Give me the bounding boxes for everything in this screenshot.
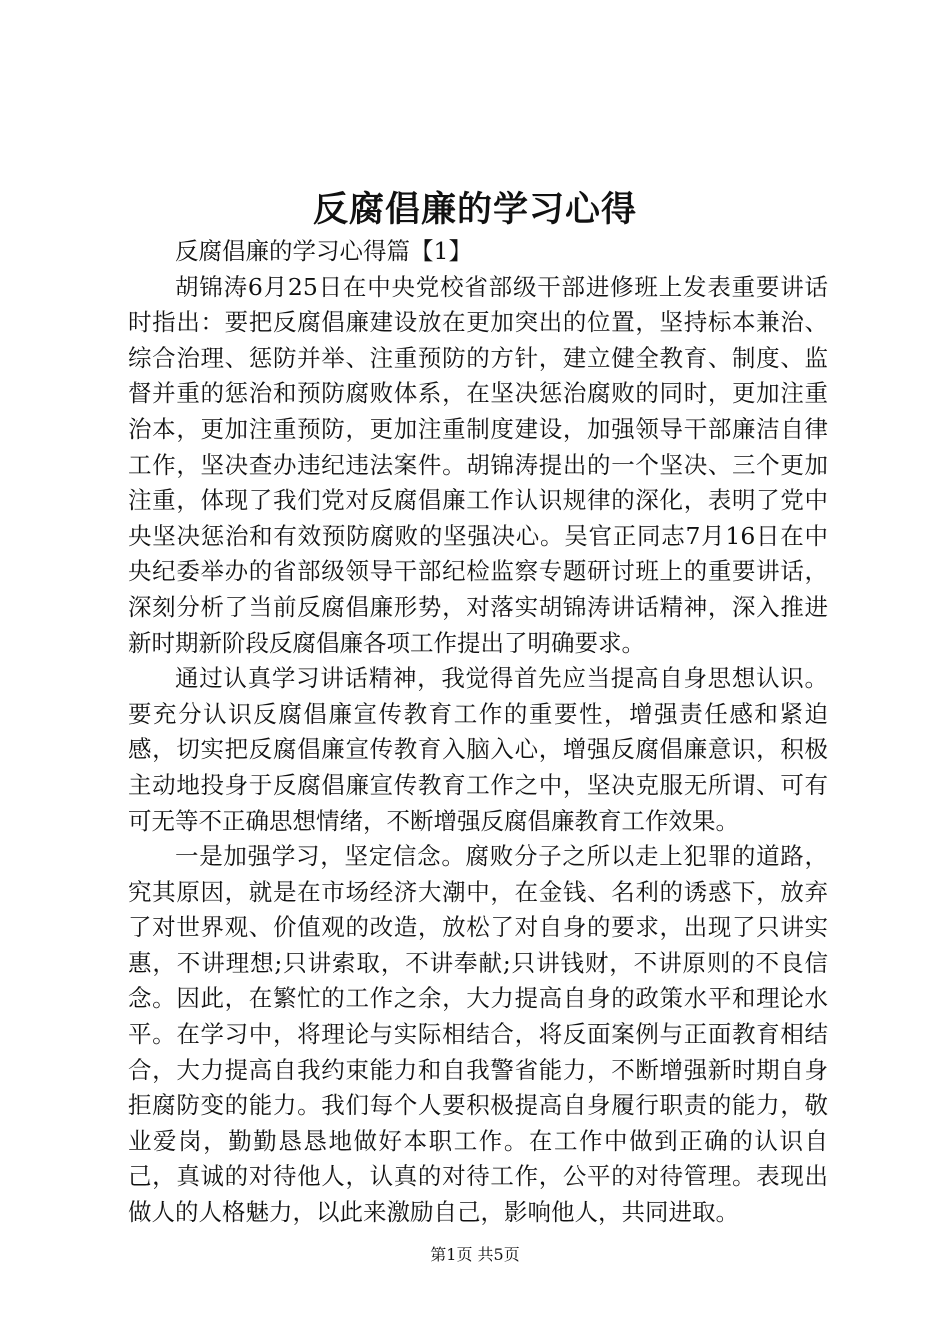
document-body — [128, 234, 828, 1231]
paragraph-2: 通过认真学习讲话精神，我觉得首先应当提高自身思想认识。要充分认识反腐倡廉宣传教育工作的重要性，增强责任感和紧迫感，切实把反腐倡廉宣传教育入脑入心，增强反腐倡廉意识，积极主动地投身于反腐倡廉宣传教育工作之中，坚决克服无所谓、可有可无等不正确思想情绪，不断增强反腐倡廉教育工作效果。 — [128, 664, 828, 835]
paragraph-1: 胡锦涛6月25日在中央党校省部级干部进修班上发表重要讲话时指出：要把反腐倡廉建设放在更加突出的位置，坚持标本兼治、综合治理、惩防并举、注重预防的方针，建立健全教育、制度、监督并重的惩治和预防腐败体系，在坚决惩治腐败的同时，更加注重治本，更加注重预防，更加注重制度建设，加强领导干部廉洁自律工作，坚决查办违纪违法案件。胡锦涛提出的一个坚决、三个更加注重，体现了我们党对反腐倡廉工作认识规律的深化，表明了党中央坚决惩治和有效预防腐败的坚强决心。吴官正同志7月16日在中央纪委举办的省部级领导干部纪检监察专题研讨班上的重要讲话，深刻分析了当前反腐倡廉形势，对落实胡锦涛讲话精神，深入推进新时期新阶段反腐倡廉各项工作提出了明确要求。 — [128, 272, 828, 657]
page-footer: 第1页 共5页 — [430, 1245, 520, 1264]
paragraph-3: 一是加强学习，坚定信念。腐败分子之所以走上犯罪的道路，究其原因，就是在市场经济大潮中，在金钱、名利的诱惑下，放弃了对世界观、价值观的改造，放松了对自身的要求，出现了只讲实惠，不讲理想;只讲索取，不讲奉献;只讲钱财，不讲原则的不良信念。因此，在繁忙的工作之余，大力提高自身的政策水平和理论水平。在学习中，将理论与实际相结合，将反面案例与正面教育相结合，大力提高自我约束能力和自我警省能力，不断增强新时期自身拒腐防变的能力。我们每个人要积极提高自身履行职责的能力，敬业爱岗，勤勤恳恳地做好本职工作。在工作中做到正确的认识自己，真诚的对待他人，认真的对待工作，公平的对待管理。表现出做人的人格魅力，以此来激励自己，影响他人，共同进取。 — [128, 842, 828, 1227]
section-heading: 反腐倡廉的学习心得篇【1】 — [175, 237, 472, 265]
document-title: 反腐倡廉的学习心得 — [312, 189, 637, 230]
